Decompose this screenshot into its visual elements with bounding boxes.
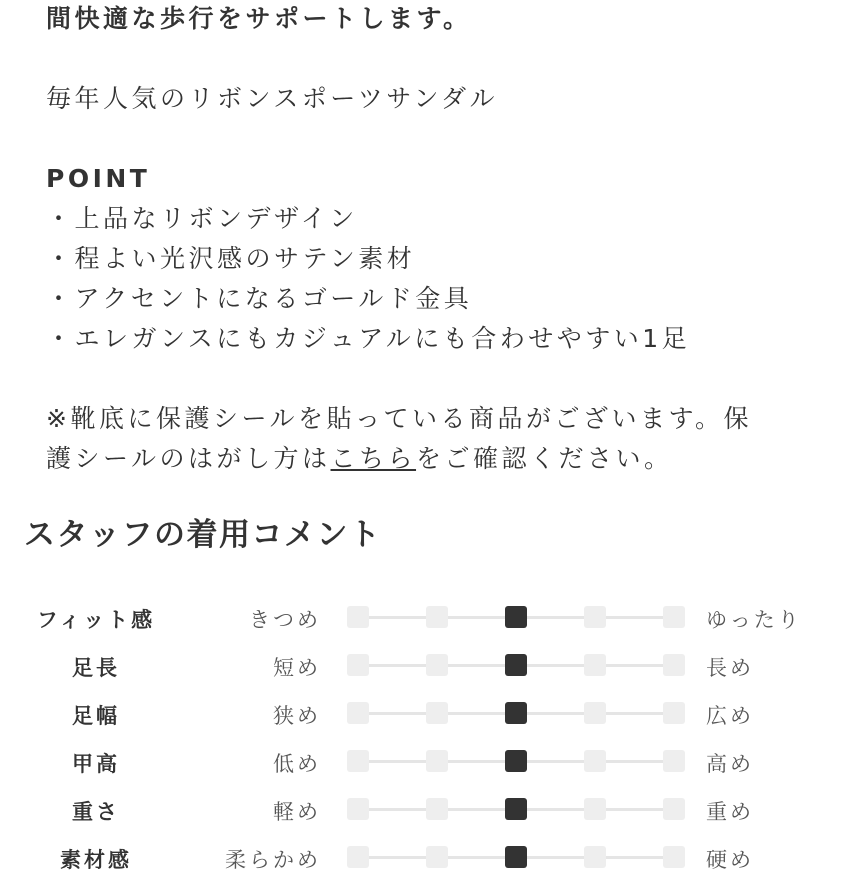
scale-dot bbox=[426, 654, 448, 676]
scale-dot bbox=[584, 798, 606, 820]
rating-scale bbox=[347, 702, 685, 724]
scale-dot-selected bbox=[505, 846, 527, 868]
rating-max-label: 硬め bbox=[706, 848, 754, 872]
scale-dot bbox=[663, 798, 685, 820]
point-item: ・程よい光沢感のサテン素材 bbox=[46, 244, 416, 273]
scale-dot bbox=[426, 750, 448, 772]
scale-dot bbox=[663, 654, 685, 676]
rating-scale bbox=[347, 750, 685, 772]
scale-dot bbox=[426, 606, 448, 628]
rating-min-label: 軽め bbox=[273, 800, 321, 824]
scale-dot-selected bbox=[505, 654, 527, 676]
spacer bbox=[46, 119, 836, 159]
rating-scale bbox=[347, 654, 685, 676]
point-item: ・アクセントになるゴールド金具 bbox=[46, 284, 473, 313]
rating-row-weight bbox=[0, 788, 854, 836]
spacer bbox=[46, 39, 836, 79]
rating-row-foot-width bbox=[0, 692, 854, 740]
scale-dot bbox=[663, 702, 685, 724]
rating-max-label: ゆったり bbox=[706, 608, 802, 632]
rating-label: 素材感 bbox=[60, 848, 132, 872]
rating-min-label: きつめ bbox=[249, 608, 321, 632]
note-text-after: をご確認ください。 bbox=[416, 444, 673, 473]
rating-max-label: 広め bbox=[706, 704, 754, 728]
scale-dot bbox=[584, 846, 606, 868]
point-item: ・上品なリボンデザイン bbox=[46, 204, 358, 233]
scale-dot bbox=[426, 798, 448, 820]
scale-dot bbox=[347, 702, 369, 724]
note-line-2 bbox=[46, 439, 836, 479]
rating-row-instep-height bbox=[0, 740, 854, 788]
scale-dot bbox=[347, 654, 369, 676]
rating-label: 足幅 bbox=[72, 704, 120, 728]
point-item: ・エレガンスにもカジュアルにも合わせやすい1足 bbox=[46, 324, 691, 353]
product-description bbox=[46, 0, 836, 479]
rating-min-label: 低め bbox=[273, 752, 321, 776]
staff-comment-title: スタッフの着用コメント bbox=[24, 517, 382, 553]
rating-row-foot-length bbox=[0, 644, 854, 692]
scale-dot-selected bbox=[505, 606, 527, 628]
scale-dot-selected bbox=[505, 798, 527, 820]
scale-dot bbox=[584, 606, 606, 628]
rating-max-label: 高め bbox=[706, 752, 754, 776]
scale-dot bbox=[663, 750, 685, 772]
scale-dot bbox=[426, 702, 448, 724]
scale-dot bbox=[347, 606, 369, 628]
rating-max-label: 重め bbox=[706, 800, 754, 824]
seal-removal-link[interactable]: こちら bbox=[330, 444, 417, 473]
scale-dot bbox=[584, 750, 606, 772]
scale-dot bbox=[663, 846, 685, 868]
scale-dot bbox=[663, 606, 685, 628]
scale-dot bbox=[426, 846, 448, 868]
rating-row-material bbox=[0, 836, 854, 884]
note-line-1: ※靴底に保護シールを貼っている商品がございます。保 bbox=[46, 404, 752, 433]
description-intro: 毎年人気のリボンスポーツサンダル bbox=[46, 84, 499, 113]
spacer bbox=[46, 359, 836, 399]
scale-dot-selected bbox=[505, 702, 527, 724]
description-line-top: 間快適な歩行をサポートします。 bbox=[46, 4, 472, 33]
scale-dot bbox=[347, 750, 369, 772]
rating-scale bbox=[347, 606, 685, 628]
fit-ratings bbox=[0, 596, 854, 884]
rating-label: フィット感 bbox=[36, 608, 156, 632]
point-heading: POINT bbox=[46, 164, 151, 193]
rating-min-label: 短め bbox=[273, 656, 321, 680]
rating-scale bbox=[347, 846, 685, 868]
scale-dot bbox=[347, 846, 369, 868]
scale-dot bbox=[347, 798, 369, 820]
rating-label: 甲高 bbox=[72, 752, 120, 776]
rating-min-label: 狭め bbox=[273, 704, 321, 728]
rating-row-fit bbox=[0, 596, 854, 644]
rating-min-label: 柔らかめ bbox=[225, 848, 321, 872]
rating-label: 重さ bbox=[72, 800, 120, 824]
scale-dot-selected bbox=[505, 750, 527, 772]
note-text-before: 護シールのはがし方は bbox=[46, 444, 331, 473]
scale-dot bbox=[584, 702, 606, 724]
rating-max-label: 長め bbox=[706, 656, 754, 680]
rating-scale bbox=[347, 798, 685, 820]
scale-dot bbox=[584, 654, 606, 676]
rating-label: 足長 bbox=[72, 656, 120, 680]
